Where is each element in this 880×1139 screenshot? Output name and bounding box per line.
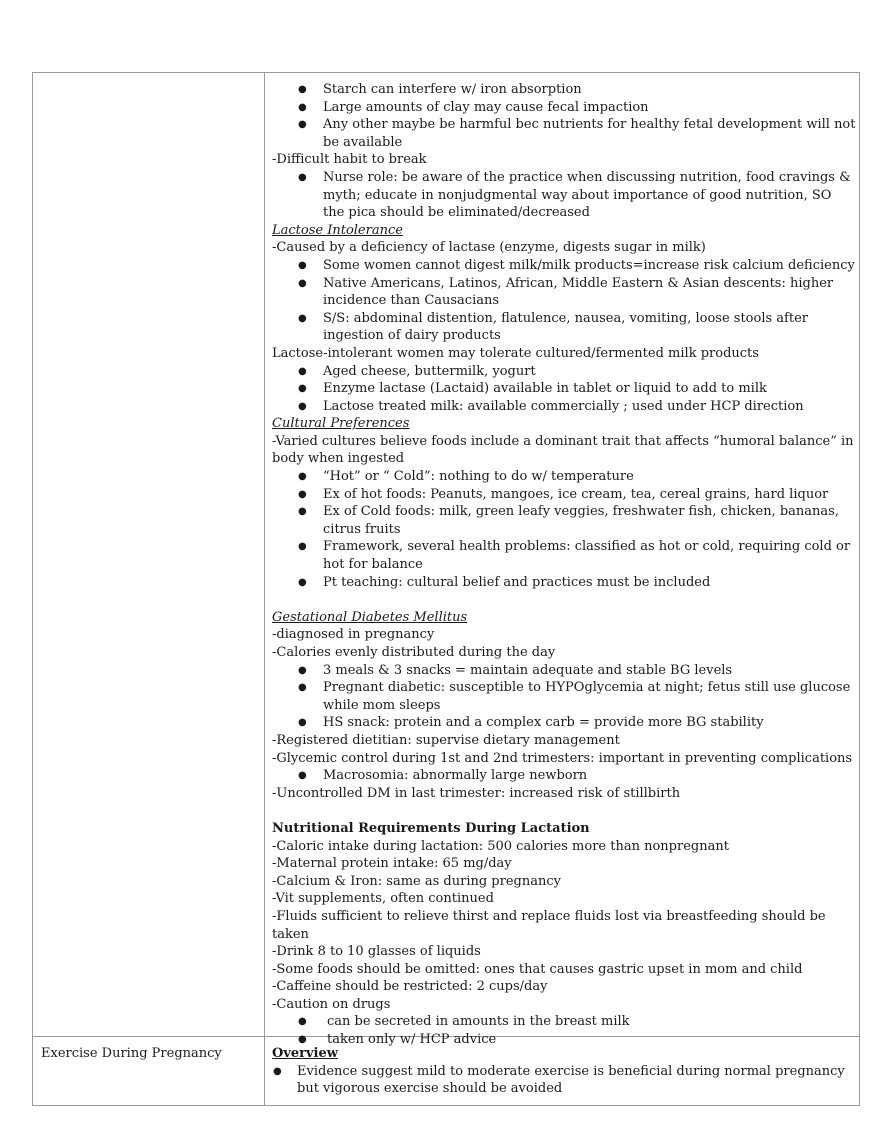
nutrition-notes-cell [272,81,856,1049]
text-line: -Calcium & Iron: same as during pregnancy [272,873,561,889]
text-line: -Vit supplements, often continued [272,891,494,907]
text-line: -Uncontrolled DM in last trimester: increased risk of stillbirth [272,785,681,801]
list-item: ● Ex of Cold foods: milk, green leafy veggies, freshwater fish, chicken, bananas, citrus fruits [298,504,839,537]
exercise-notes-cell [272,1045,856,1098]
section-heading-overview: Overview [272,1046,338,1061]
text-line: -Glycemic control during 1st and 2nd trimesters: important in preventing complications [272,750,853,766]
list-item: ● Ex of hot foods: Peanuts, mangoes, ice cream, tea, cereal grains, hard liquor [298,486,829,502]
text-line: -Some foods should be omitted: ones that causes gastric upset in mom and child [272,961,803,977]
list-item: ● “Hot” or “ Cold”: nothing to do w/ temperature [298,469,634,485]
spacer [272,802,856,820]
spacer [272,591,856,609]
list-item: ● Some women cannot digest milk/milk products=increase risk calcium deficiency [298,257,855,273]
list-item: ● Aged cheese, buttermilk, yogurt [298,363,536,379]
list-item: ● Starch can interfere w/ iron absorption [298,82,582,97]
section-heading-lactose: Lactose Intolerance [272,222,403,238]
list-item: ● Native Americans, Latinos, African, Middle Eastern & Asian descents: higher incidence than Causacians [298,275,834,309]
list-item: ● Any other maybe be harmful bec nutrients for healthy fetal development will not be available [298,117,856,150]
text-line: -Caution on drugs [272,996,391,1012]
list-item: ● Pt teaching: cultural belief and practices must be included [298,574,711,590]
notes-table [32,72,860,1106]
list-item: ● Pregnant diabetic: susceptible to HYPOglycemia at night; fetus still use glucose while mom sleeps [298,680,851,713]
list-item: ● Lactose treated milk: available commercially ; used under HCP direction [298,398,804,414]
text-line: Lactose-intolerant women may tolerate cultured/fermented milk products [272,345,759,361]
section-heading-cultural: Cultural Preferences [272,416,410,432]
text-line: -Maternal protein intake: 65 mg/day [272,856,512,872]
list-item: ● HS snack: protein and a complex carb = provide more BG stability [298,715,764,731]
text-line: -Caused by a deficiency of lactase (enzyme, digests sugar in milk) [272,240,706,256]
column-divider [264,73,265,1105]
text-line: -Calories evenly distributed during the day [272,645,556,660]
text-line: -Varied cultures believe foods include a dominant trait that affects “humoral balance” in body when ingested [272,433,854,467]
list-item: ● S/S: abdominal distention, flatulence, nausea, vomiting, loose stools after ingestion of dairy products [298,310,808,344]
text-line: -Caffeine should be restricted: 2 cups/day [272,979,548,995]
list-item: ● Evidence suggest mild to moderate exercise is beneficial during normal pregnancy but vigorous exercise should be avoided [273,1063,845,1097]
list-item: ● 3 meals & 3 snacks = maintain adequate and stable BG levels [298,662,733,678]
topic-cell: Exercise During Pregnancy [41,1046,222,1061]
list-item: ● taken only w/ HCP advice [298,1032,497,1048]
text-line: -Difficult habit to break [272,152,427,168]
text-line: -diagnosed in pregnancy [272,627,435,643]
text-line: -Registered dietitian: supervise dietary management [272,732,620,748]
list-item: ● Enzyme lactase (Lactaid) available in tablet or liquid to add to milk [298,381,767,397]
text-line: -Drink 8 to 10 glasses of liquids [272,944,481,960]
text-line: -Fluids sufficient to relieve thirst and replace fluids lost via breastfeeding should be taken [272,908,826,942]
list-item: ● Framework, several health problems: classified as hot or cold, requiring cold or hot for balance [298,539,851,573]
list-item: ● can be secreted in amounts in the breast milk [298,1014,630,1030]
text-line: -Caloric intake during lactation: 500 calories more than nonpregnant [272,838,729,854]
section-heading-lactation: Nutritional Requirements During Lactation [272,820,590,836]
list-item: ● Nurse role: be aware of the practice when discussing nutrition, food cravings & myth; educate in nonjudgmental way about importance of good nutrition, SO the pica should be eliminated/decreased [298,169,851,221]
section-heading-gdm: Gestational Diabetes Mellitus [272,609,468,625]
list-item: ● Large amounts of clay may cause fecal impaction [298,99,649,115]
list-item: ● Macrosomia: abnormally large newborn [298,768,588,784]
